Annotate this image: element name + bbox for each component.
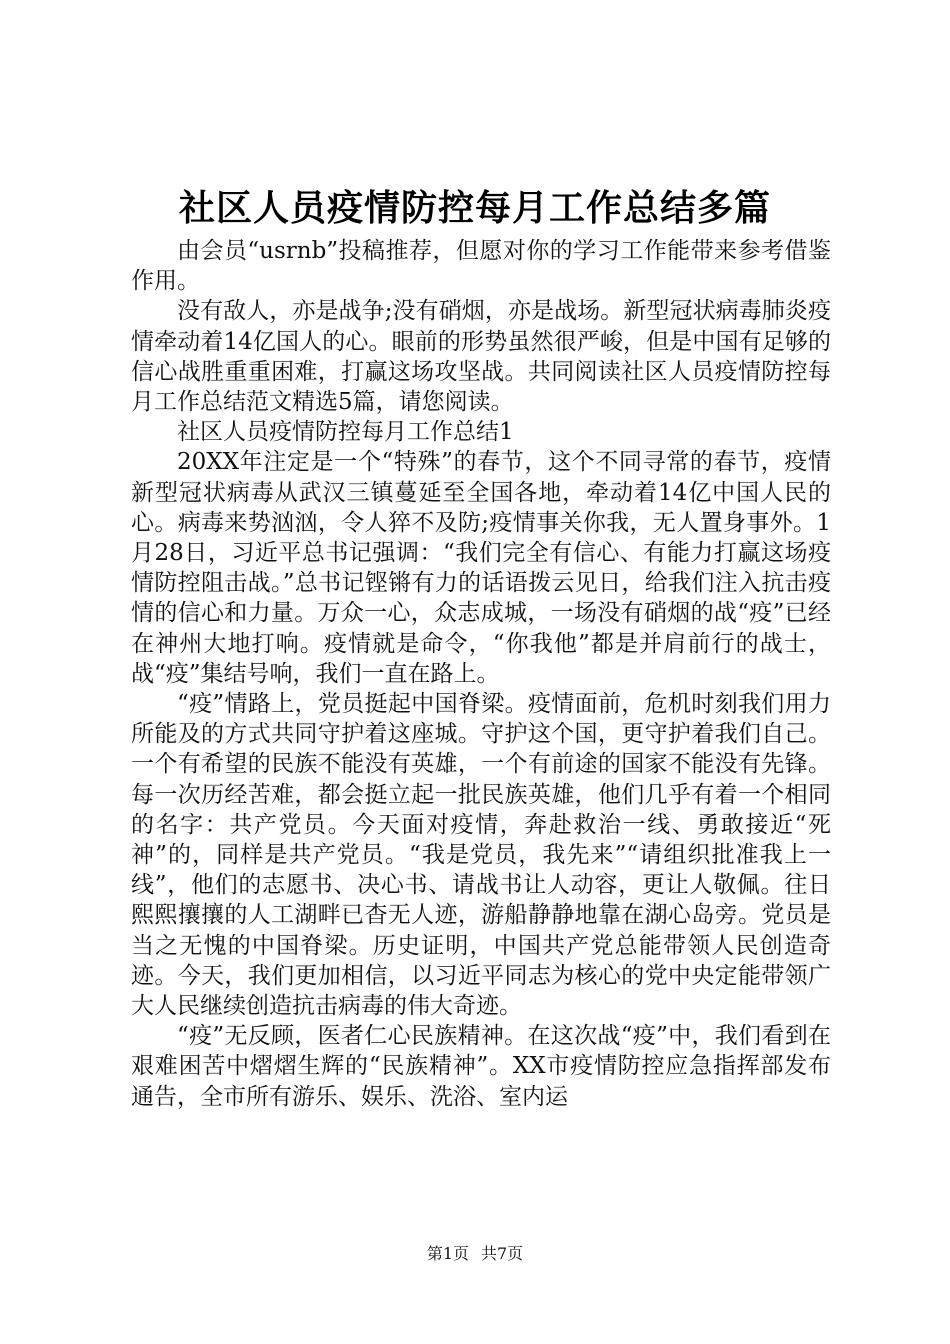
paragraph-national-spirit: “疫”无反顾，医者仁心民族精神。在这次战“疫”中，我们看到在艰难困苦中熠熠生辉的“民族精神”。XX市疫情防控应急指挥部发布通告，全市所有游乐、娱乐、洗浴、室内运 [131,1023,831,1110]
section-heading: 社区人员疫情防控每月工作总结1 [177,419,514,446]
page-title: 社区人员疫情防控每月工作总结多篇 [178,187,771,229]
page-number: 第1页 [426,1244,469,1263]
paragraph-spring-festival: 20XX年注定是一个“特殊”的春节，这个不同寻常的春节，疫情新型冠状病毒从武汉三镇蔓延至全国各地，牵动着14亿中国人民的心。病毒来势汹汹，令人猝不及防;疫情事关你我，无人置身事外。1月28日，习近平总书记强调：“我们完全有信心、有能力打赢这场疫情防控阻击战。”总书记铿锵有力的话语拨云见日，给我们注入抗击疫情的信心和力量。万众一心，众志成城，一场没有硝烟的战“疫”已经在神州大地打响。疫情就是命令，“你我他”都是并肩前行的战士，战“疫”集结号响，我们一直在路上。 [131,449,831,687]
page-total: 共7页 [481,1244,524,1263]
paragraph-preface: 没有敌人，亦是战争;没有硝烟，亦是战场。新型冠状病毒肺炎疫情牵动着14亿国人的心。眼前的形势虽然很严峻，但是中国有足够的信心战胜重重困难，打赢这场攻坚战。共同阅读社区人员疫情防控每月工作总结范文精选5篇，请您阅读。 [131,298,831,416]
page-footer [0,1243,950,1265]
paragraph-party-members: “疫”情路上，党员挺起中国脊梁。疫情面前，危机时刻我们用力所能及的方式共同守护着这座城。守护这个国，更守护着我们自己。一个有希望的民族不能没有英雄，一个有前途的国家不能没有先锋。每一次历经苦难，都会挺立起一批民族英雄，他们几乎有着一个相同的名字：共产党员。今天面对疫情，奔赴救治一线、勇敢接近“死神”的，同样是共产党员。“我是党员，我先来”“请组织批准我上一线”，他们的志愿书、决心书、请战书让人动容，更让人敬佩。往日熙熙攘攘的人工湖畔已杳无人迹，游船静静地靠在湖心岛旁。党员是当之无愧的中国脊梁。历史证明，中国共产党总能带领人民创造奇迹。今天，我们更加相信，以习近平同志为核心的党中央定能带领广大人民继续创造抗击病毒的伟大奇迹。 [131,691,831,1020]
paragraph-intro: 由会员“usrnb”投稿推荐，但愿对你的学习工作能带来参考借鉴作用。 [131,238,831,295]
document-body [131,236,831,1112]
